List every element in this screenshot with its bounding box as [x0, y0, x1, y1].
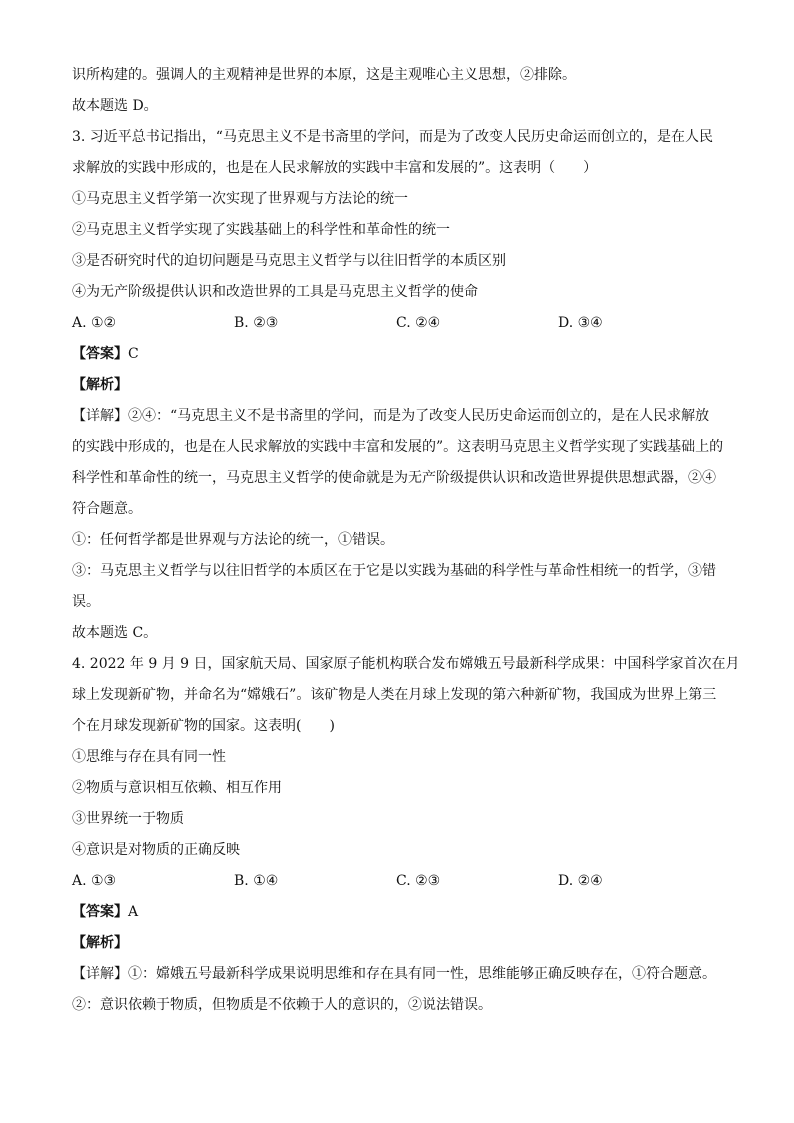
analysis-tag: 【解析】	[72, 935, 128, 951]
question-3-detail: 【详解】②④：“马克思主义不是书斋里的学问，而是为了改变人民历史命运而创立的，是在人民求解放	[72, 408, 710, 424]
answer-value: C	[128, 346, 139, 362]
option-d: D. ③④	[558, 315, 603, 331]
question-4-statement: ①思维与存在具有同一性	[72, 749, 226, 765]
document-body	[72, 60, 740, 1021]
question-3-statement: ①马克思主义哲学第一次实现了世界观与方法论的统一	[72, 191, 408, 207]
question-4-statement: ②物质与意识相互依赖、相互作用	[72, 780, 282, 796]
answer-tag: 【答案】	[72, 904, 128, 920]
question-4	[72, 649, 740, 1021]
question-3-detail: ③：马克思主义哲学与以往旧哲学的本质区在于它是以实践为基础的科学性与革命性相统一的哲学，③错	[72, 563, 716, 579]
question-3-stem: 3. 习近平总书记指出，“马克思主义不是书斋里的学问，而是为了改变人民历史命运而创立的，是在人民	[72, 129, 713, 145]
question-4-detail: 【详解】①：嫦娥五号最新科学成果说明思维和存在具有同一性，思维能够正确反映存在，①符合题意。	[72, 966, 716, 982]
option-b: B. ①④	[234, 873, 279, 889]
question-3-detail: 科学性和革命性的统一，马克思主义哲学的使命就是为无产阶级提供认识和改造世界提供思想武器，②④	[72, 470, 716, 486]
question-3-statement: ②马克思主义哲学实现了实践基础上的科学性和革命性的统一	[72, 222, 450, 238]
question-3-options	[72, 308, 724, 339]
question-4-analysis-tag	[72, 928, 724, 959]
option-a: A. ①②	[72, 315, 117, 331]
question-3-detail: 误。	[72, 594, 100, 610]
question-4-statement: ③世界统一于物质	[72, 811, 184, 827]
question-3-statement: ④为无产阶级提供认识和改造世界的工具是马克思主义哲学的使命	[72, 284, 478, 300]
option-c: C. ②④	[396, 315, 441, 331]
question-3-answer	[72, 339, 724, 370]
question-3-detail: 的实践中形成的，也是在人民求解放的实践中丰富和发展的”。这表明马克思主义哲学实现了实践基础上的	[72, 439, 724, 455]
question-4-stem: 4. 2022 年 9 月 9 日，国家航天局、国家原子能机构联合发布嫦娥五号最新科学成果：中国科学家首次在月	[72, 656, 740, 672]
question-3-detail: 符合题意。	[72, 501, 142, 517]
question-4-detail: ②：意识依赖于物质，但物质是不依赖于人的意识的，②说法错误。	[72, 997, 492, 1013]
option-a: A. ①③	[72, 873, 117, 889]
answer-tag: 【答案】	[72, 346, 128, 362]
question-3-detail: 故本题选 C。	[72, 625, 158, 641]
question-4-stem: 个在月球发现新矿物的国家。这表明( )	[72, 718, 335, 734]
question-4-answer	[72, 897, 724, 928]
question-3	[72, 122, 724, 649]
text-line: 识所构建的。强调人的主观精神是世界的本原，这是主观唯心主义思想，②排除。	[72, 67, 576, 83]
answer-value: A	[128, 904, 139, 920]
question-3-detail: ①：任何哲学都是世界观与方法论的统一，①错误。	[72, 532, 394, 548]
option-b: B. ②③	[234, 315, 279, 331]
question-4-statement: ④意识是对物质的正确反映	[72, 842, 240, 858]
analysis-tag: 【解析】	[72, 377, 128, 393]
option-d: D. ②④	[558, 873, 603, 889]
question-4-stem: 球上发现新矿物，并命名为“嫦娥石”。该矿物是人类在月球上发现的第六种新矿物，我国成为世界上第三	[72, 687, 717, 703]
text-line: 故本题选 D。	[72, 98, 158, 114]
question-3-analysis-tag	[72, 370, 724, 401]
question-3-stem: 求解放的实践中形成的，也是在人民求解放的实践中丰富和发展的”。这表明（ ）	[72, 160, 598, 176]
option-c: C. ②③	[396, 873, 441, 889]
question-4-options	[72, 866, 724, 897]
question-3-statement: ③是否研究时代的迫切问题是马克思主义哲学与以往旧哲学的本质区别	[72, 253, 506, 269]
